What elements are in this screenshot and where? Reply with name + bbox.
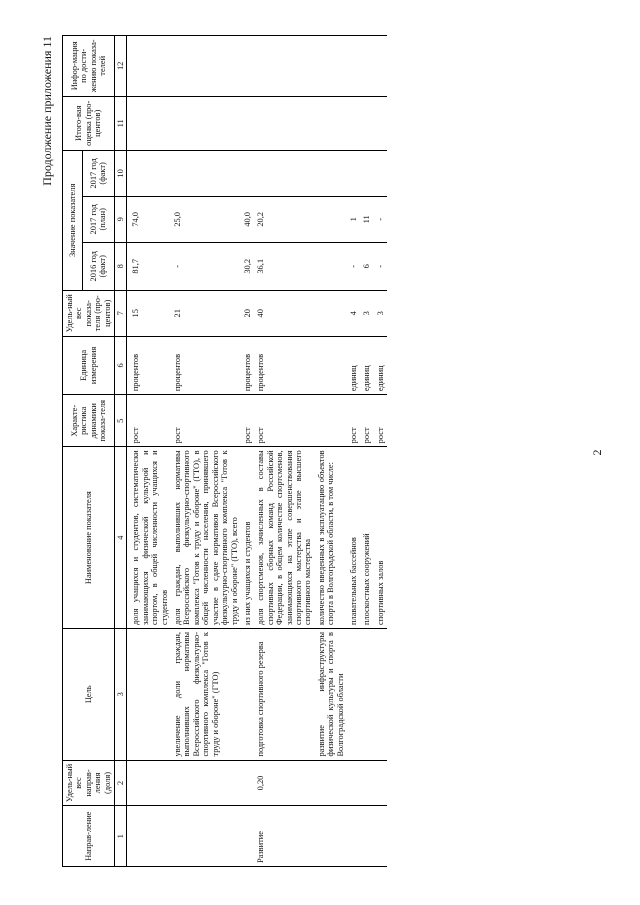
share-cell [127,760,171,806]
share-cell [360,760,373,806]
weight-cell: 40 [254,290,314,336]
unit-cell: единиц [374,336,387,394]
table-row [374,36,387,867]
column-number: 10 [115,150,127,196]
direction-cell: Развитие [254,806,314,867]
plan-2017-cell: 40,0 [241,196,254,242]
header-indicator: Наименование показателя [63,447,115,629]
column-number: 12 [115,36,127,97]
dynamics-cell: рост [360,395,373,447]
indicator-cell: доля спортсменов, зачисленных в составы спортивных сборных команд Российской Федерации, в общем количестве спортсменов, занимающихся на этапе совершенствования спортивного мастерства и этапе высшего спортивного мастерства [254,447,314,629]
indicator-cell: плавательных бассейнов [347,447,360,629]
goal-cell [127,629,171,761]
header-unit: Единица измерения [63,336,115,394]
fact-2017-cell [171,150,241,196]
indicator-cell: количество введенных в эксплуатацию объектов спорта в Волгоградской области, в том числе: [315,447,347,629]
fact-2017-cell [315,150,347,196]
column-number: 6 [115,336,127,394]
weight-cell: 21 [171,290,241,336]
share-cell: 0,20 [254,760,314,806]
info-cell [374,36,387,97]
header-row-1 [63,36,83,867]
header-final-score: Итого-вая оценка (про-центов) [63,96,115,150]
goal-cell [374,629,387,761]
table-row [127,36,171,867]
info-cell [315,36,347,97]
indicator-cell: спортивных залов [374,447,387,629]
direction-cell [347,806,360,867]
column-number: 8 [115,242,127,290]
unit-cell: единиц [347,336,360,394]
score-cell [127,96,171,150]
goal-cell [241,629,254,761]
info-cell [241,36,254,97]
unit-cell: единиц [360,336,373,394]
fact-2017-cell [127,150,171,196]
direction-cell [127,806,171,867]
indicators-table [62,35,387,867]
share-cell [347,760,360,806]
table-row [241,36,254,867]
plan-2017-cell: 1 [347,196,360,242]
dynamics-cell [315,395,347,447]
direction-cell [374,806,387,867]
dynamics-cell: рост [254,395,314,447]
weight-cell: 3 [360,290,373,336]
plan-2017-cell: - [374,196,387,242]
info-cell [347,36,360,97]
share-cell [171,760,241,806]
direction-cell [241,806,254,867]
column-number: 2 [115,760,127,806]
table-row [171,36,241,867]
info-cell [254,36,314,97]
direction-cell [315,806,347,867]
unit-cell: процентов [127,336,171,394]
weight-cell: 15 [127,290,171,336]
table-row [347,36,360,867]
score-cell [254,96,314,150]
weight-cell: 20 [241,290,254,336]
column-number: 4 [115,447,127,629]
score-cell [171,96,241,150]
goal-cell: подготовка спортивного резерва [254,629,314,761]
plan-2017-cell [315,196,347,242]
indicator-cell: доля граждан, выполнивших нормативы Всероссийского физкультурно-спортивного комплекса "Готов к труду и обороне" (ГТО), в общей численности населения, принявшего участие в сдаче нормативов Всероссийского физкультурно-спортивного комплекса "Готов к труду и обороне" (ГТО), всего [171,447,241,629]
header-2016-fact: 2016 год (факт) [82,242,114,290]
goal-cell: развитие инфраструктуры физической культуры и спорта в Волгоградской области [315,629,347,761]
header-value-group: Значение показателя [63,150,83,290]
fact-2017-cell [254,150,314,196]
table-body [127,36,387,867]
plan-2017-cell: 25,0 [171,196,241,242]
page-number: 2 [590,449,604,456]
dynamics-cell: рост [171,395,241,447]
indicator-cell: плоскостных сооружений [360,447,373,629]
value-2016-cell: - [171,242,241,290]
unit-cell [315,336,347,394]
continuation-title: Продолжение приложения 11 [40,36,54,186]
score-cell [241,96,254,150]
info-cell [360,36,373,97]
column-number: 11 [115,96,127,150]
value-2016-cell: 30,2 [241,242,254,290]
dynamics-cell: рост [374,395,387,447]
header-achievement-info: Инфор-мация по дости-жению показа-телей [63,36,115,97]
score-cell [347,96,360,150]
table-row [315,36,347,867]
info-cell [127,36,171,97]
header-indicator-weight: Удель-ный вес показа-теля (про-центов) [63,290,115,336]
value-2016-cell: 6 [360,242,373,290]
score-cell [315,96,347,150]
unit-cell: процентов [241,336,254,394]
share-cell [241,760,254,806]
unit-cell: процентов [171,336,241,394]
goal-cell [360,629,373,761]
value-2016-cell: - [374,242,387,290]
info-cell [171,36,241,97]
score-cell [374,96,387,150]
header-2017-plan: 2017 год (план) [82,196,114,242]
dynamics-cell: рост [127,395,171,447]
dynamics-cell: рост [241,395,254,447]
indicator-cell: из них учащихся и студентов [241,447,254,629]
header-2017-fact: 2017 год (факт) [82,150,114,196]
weight-cell [315,290,347,336]
share-cell [374,760,387,806]
goal-cell [347,629,360,761]
weight-cell: 3 [374,290,387,336]
weight-cell: 4 [347,290,360,336]
table-row [360,36,373,867]
direction-cell [171,806,241,867]
column-number: 9 [115,196,127,242]
unit-cell: процентов [254,336,314,394]
header-direction-share: Удель-ный вес направ-ления (доля) [63,760,115,806]
plan-2017-cell: 20,2 [254,196,314,242]
value-2016-cell [315,242,347,290]
plan-2017-cell: 11 [360,196,373,242]
indicator-cell: доля учащихся и студентов, систематически занимающихся физической культурой и спортом, в общей численности учащихся и студентов [127,447,171,629]
table-row [254,36,314,867]
column-number: 5 [115,395,127,447]
header-goal: Цель [63,629,115,761]
column-number: 1 [115,806,127,867]
value-2016-cell: - [347,242,360,290]
score-cell [360,96,373,150]
value-2016-cell: 36,1 [254,242,314,290]
share-cell [315,760,347,806]
fact-2017-cell [347,150,360,196]
fact-2017-cell [360,150,373,196]
header-direction: Направ-ление [63,806,115,867]
column-number: 7 [115,290,127,336]
fact-2017-cell [241,150,254,196]
goal-cell: увеличение доли граждан, выполнивших нормативы Всероссийского физкультурно-спортивного комплекса "Готов к труду и обороне" (ГТО) [171,629,241,761]
plan-2017-cell: 74,0 [127,196,171,242]
header-dynamics: Характе-ристика динамики показа-теля [63,395,115,447]
value-2016-cell: 81,7 [127,242,171,290]
direction-cell [360,806,373,867]
column-number: 3 [115,629,127,761]
column-numbers-row [115,36,127,867]
fact-2017-cell [374,150,387,196]
dynamics-cell: рост [347,395,360,447]
